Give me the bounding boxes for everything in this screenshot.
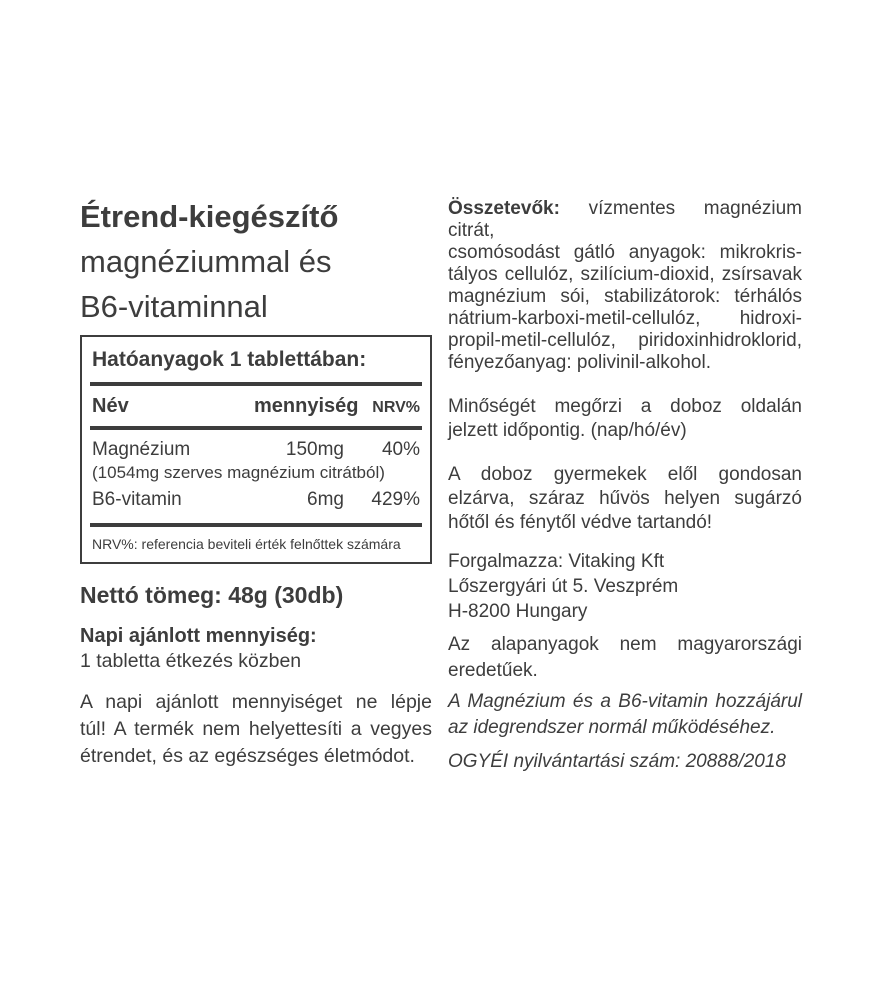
ingredient-note: (1054mg szerves magnézium citrátból) — [92, 463, 385, 482]
text-line: hőtől és fénytől védve tartandó! — [448, 512, 713, 533]
title-line-3: B6-vitaminnal — [80, 289, 268, 324]
text-line: fényezőanyag: polivinil-alkohol. — [448, 352, 711, 373]
facts-table-header-row — [92, 386, 420, 426]
text-line: A Magnézium és a B6-vitamin hozzájárul — [448, 691, 802, 712]
ingredient-nrv: 40% — [381, 439, 420, 460]
table-row-magnesium — [92, 430, 420, 461]
ingredient-nrv: 429% — [371, 489, 420, 510]
text-line — [448, 198, 802, 242]
text-line: magnézium sói, stabilizátorok: térhálós — [448, 286, 802, 307]
right-column — [448, 198, 802, 775]
daily-dose-value: 1 tabletta étkezés közben — [80, 650, 302, 672]
text-line: jelzett időpontig. (nap/hó/év) — [448, 420, 687, 441]
text-line: propil-metil-cellulóz, piridoxinhidroklorid, — [448, 330, 802, 351]
shelf-life-paragraph — [448, 395, 802, 443]
supplement-facts-table — [80, 335, 432, 564]
text-line: Forgalmazza: Vitaking Kft — [448, 551, 665, 572]
warning-paragraph — [80, 689, 432, 770]
registration-number — [448, 749, 802, 775]
text-line: az idegrendszer normál működéséhez. — [448, 717, 776, 738]
column-header-name: Név — [92, 395, 129, 417]
text-line: elzárva, száraz hűvös helyen sugárzó — [448, 488, 802, 509]
daily-dose-heading: Napi ajánlott mennyiség: — [80, 625, 317, 647]
ingredient-amount: 6mg — [307, 489, 344, 510]
ingredients-paragraph — [448, 198, 802, 374]
text-line: H-8200 Hungary — [448, 601, 588, 622]
text-line: A doboz gyermekek elől gondosan — [448, 464, 802, 485]
table-row-b6-vitamin — [92, 483, 420, 523]
facts-table-heading: Hatóanyagok 1 tablettában: — [92, 348, 367, 371]
text-line: Lőszergyári út 5. Veszprém — [448, 576, 679, 597]
ingredient-name: Magnézium — [92, 439, 191, 460]
ingredient-amount: 150mg — [285, 439, 344, 460]
nrv-footnote: NRV%: referencia beviteli érték felnőttek számára — [92, 536, 401, 552]
text-line: Minőségét megőrzi a doboz oldalán — [448, 396, 802, 417]
column-header-nrv: NRV% — [372, 399, 420, 416]
net-weight: Nettó tömeg: 48g (30db) — [80, 582, 344, 608]
text-line: nátrium-karboxi-metil-cellulóz, hidroxi- — [448, 308, 802, 329]
title-line-1: Étrend-kiegészítő — [80, 199, 339, 234]
text-line: túl! A termék nem helyettesíti a vegyes — [80, 718, 432, 740]
text-line: eredetűek. — [448, 660, 538, 681]
text-line: A napi ajánlott mennyiséget ne lépje — [80, 691, 432, 713]
storage-paragraph — [448, 463, 802, 535]
distributor-paragraph — [448, 549, 802, 624]
ingredients-first-line: vízmentes magnézium citrát, — [448, 198, 802, 241]
text-line: tályos cellulóz, szilícium-dioxid, zsírsavak — [448, 264, 802, 285]
left-column — [80, 194, 432, 770]
column-header-amount: mennyiség — [254, 395, 359, 417]
title-line-2: magnéziummal és — [80, 244, 332, 279]
text-line: étrendet, és az egészséges életmódot. — [80, 745, 415, 767]
product-title — [80, 194, 432, 329]
text-line: OGYÉI nyilvántartási szám: 20888/2018 — [448, 751, 786, 772]
ingredient-name: B6-vitamin — [92, 489, 182, 510]
origin-paragraph — [448, 632, 802, 684]
ingredients-label: Összetevők: — [448, 198, 560, 219]
text-line: Az alapanyagok nem magyarországi — [448, 634, 802, 655]
health-claim-paragraph — [448, 689, 802, 741]
text-line: csomósodást gátló anyagok: mikrokris- — [448, 242, 802, 263]
